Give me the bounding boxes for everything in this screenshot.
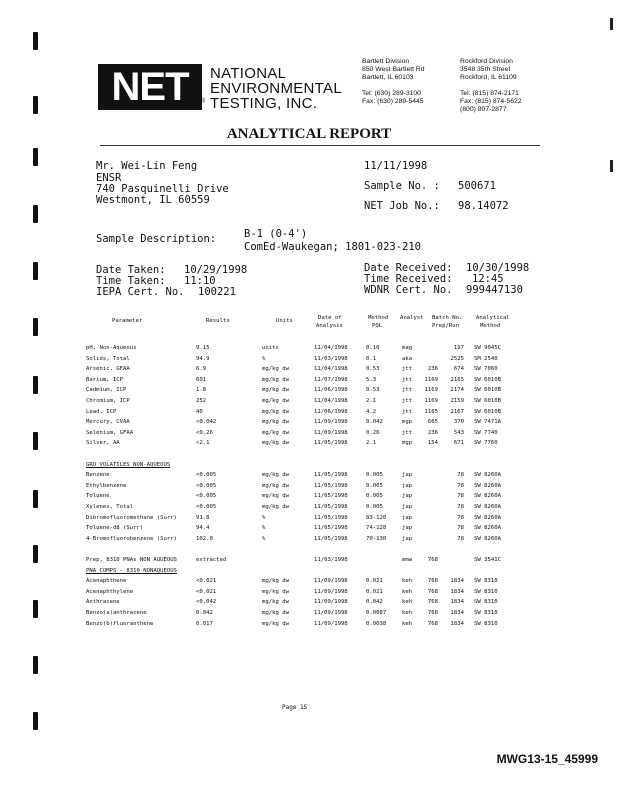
col-method-2: PQL (372, 323, 383, 329)
cell-batch-run: 2165 (450, 376, 464, 383)
cell-parameter: Xylenes, Total (86, 504, 134, 510)
cell-batch-run: 370 (453, 419, 464, 426)
cell-result: 102.0 (196, 535, 213, 542)
cell-parameter: Acenaphthylene (86, 588, 134, 595)
cell-result: extracted (196, 557, 227, 563)
cell-parameter: Mercury, CVAA (86, 419, 130, 426)
iepa-label: IEPA Cert. No. (96, 286, 185, 298)
page-number: Page 15 (282, 704, 308, 711)
cell-batch-run: 197 (453, 345, 464, 351)
cell-analyst: jtt (402, 387, 413, 394)
cell-date: 11/04/1998 (314, 366, 348, 373)
cell-units: % (262, 355, 266, 362)
cell-units: mg/kg dw (262, 366, 289, 373)
cell-analyst: jap (402, 482, 413, 489)
cell-units: mg/kg dw (262, 429, 289, 436)
cell-units: mg/kg dw (262, 408, 289, 415)
cell-analyst: keh (402, 578, 413, 585)
cell-analyst: jap (402, 493, 413, 500)
cell-batch-prep: 768 (427, 620, 438, 627)
cell-analyst: mmw (402, 557, 413, 563)
cell-method: SW 8260A (474, 525, 501, 532)
cell-date: 11/03/1998 (314, 557, 348, 563)
job-no: 98.14072 (458, 200, 509, 212)
cell-result: <0.005 (196, 504, 217, 510)
cell-batch-run: 78 (457, 493, 464, 500)
cell-units: % (262, 525, 266, 532)
cell-pql: 2.1 (366, 398, 377, 404)
cell-method: SW 8260A (474, 493, 501, 500)
cell-date: 11/04/1998 (314, 345, 348, 351)
cell-batch-run: 2525 (450, 355, 464, 362)
cell-batch-run: 78 (457, 472, 464, 479)
cell-batch-prep: 1165 (424, 408, 438, 415)
col-date-1: Date of (318, 315, 342, 321)
iepa-number: 100221 (198, 286, 236, 298)
cell-analyst: jtt (402, 376, 413, 383)
cell-batch-run: 2159 (450, 398, 464, 404)
cell-pql: 0.042 (366, 419, 383, 426)
cell-pql: 0.0038 (366, 620, 387, 627)
cell-batch-run: 78 (457, 504, 464, 510)
cell-batch-run: 1834 (450, 599, 464, 606)
cell-units: mg/kg dw (262, 610, 289, 616)
wdnr-number: 999447130 (466, 284, 523, 296)
time-taken-label: Time Taken: (96, 275, 166, 287)
cell-pql: 0.53 (366, 387, 380, 394)
cell-analyst: jtt (402, 429, 413, 436)
cell-method: SW 8310 (474, 620, 498, 627)
report-date: 11/11/1998 (364, 160, 428, 172)
cell-pql: 2.1 (366, 440, 377, 447)
cell-result: <0.021 (196, 588, 217, 595)
cell-parameter: Toluene-d8 (Surr) (86, 525, 144, 532)
cell-date: 11/09/1998 (314, 429, 348, 436)
client-city: Westmont, IL 60559 (96, 194, 210, 206)
cell-pql: 0.0087 (366, 610, 387, 616)
wdnr-label: WDNR Cert. No. (364, 284, 453, 296)
cell-method: SW 7060 (474, 366, 498, 373)
job-no-label: NET Job No.: (364, 200, 440, 212)
date-taken: 10/29/1998 (184, 264, 248, 276)
cell-batch-prep: 665 (427, 419, 438, 426)
cell-analyst: jtt (402, 398, 413, 404)
cell-analyst: keh (402, 610, 413, 616)
cell-analyst: keh (402, 588, 413, 595)
cell-result: <0.005 (196, 482, 217, 489)
cell-result: <2.1 (196, 440, 210, 447)
cell-units: mg/kg dw (262, 482, 289, 489)
cell-result: <0.021 (196, 578, 217, 585)
cell-batch-run: 2167 (450, 408, 464, 415)
cell-units: mg/kg dw (262, 493, 289, 500)
cell-parameter: Solids, Total (86, 355, 130, 362)
cell-batch-run: 1834 (450, 610, 464, 616)
col-batch-2: Prep/Run (432, 323, 459, 329)
cell-pql: 5.3 (366, 376, 377, 383)
cell-batch-prep: 1169 (424, 387, 438, 394)
cell-result: 40 (196, 408, 203, 415)
sample-desc-2: ComEd-Waukegan; 1801-023-210 (244, 241, 422, 253)
cell-method: SW 8310 (474, 610, 498, 616)
cell-units: mg/kg dw (262, 599, 289, 606)
cell-method: SW 7740 (474, 429, 498, 436)
cell-parameter: Anthracene (86, 599, 120, 606)
cell-pql: 83-120 (366, 514, 387, 521)
cell-date: 11/07/1998 (314, 376, 348, 383)
company-name-line: NATIONAL (210, 65, 287, 82)
cell-parameter: Prep, 8310 PNAs NON AQUEOUS (86, 557, 177, 563)
rockford-address: Rockford Division 3548 35th Street Rockford, IL 61109 Tel: (815) 874-2171 Fax: (815) 874-5622 (800) 807-2877 (460, 58, 522, 113)
sample-no: 500671 (458, 180, 496, 192)
cell-batch-prep: 236 (427, 366, 438, 373)
cell-batch-run: 671 (453, 440, 464, 447)
cell-date: 11/05/1998 (314, 440, 348, 447)
cell-date: 11/05/1998 (314, 504, 348, 510)
cell-result: <0.005 (196, 493, 217, 500)
cell-parameter: 4-Bromofluorobenzene (Surr) (86, 535, 177, 542)
cell-date: 11/06/1998 (314, 387, 348, 394)
cell-parameter: GRO VOLATILES NON-AQUEOUS (86, 461, 171, 468)
date-received: 10/30/1998 (466, 262, 530, 274)
cell-analyst: jap (402, 535, 413, 542)
cell-batch-run: 78 (457, 482, 464, 489)
cell-method: SW 6010B (474, 387, 501, 394)
cell-result: <0.042 (196, 419, 217, 426)
cell-method: SW 8260A (474, 472, 501, 479)
cell-result: 601 (196, 376, 207, 383)
cell-result: 91.8 (196, 514, 210, 521)
col-results: Results (206, 318, 230, 324)
cell-method: SW 8260A (474, 504, 501, 510)
cell-batch-run: 1834 (450, 578, 464, 585)
client-name: Mr. Wei-Lin Feng (96, 160, 198, 172)
cell-result: 94.4 (196, 525, 210, 532)
cell-units: % (262, 514, 266, 521)
cell-units: % (262, 535, 266, 542)
cell-analyst: mgp (402, 440, 413, 447)
bartlett-address: Bartlett Division 850 West Bartlett Rd Bartlett, IL 60103 Tel: (630) 289-3100 Fax: (630) 289-5445 (362, 58, 425, 105)
cell-method: SW 7471A (474, 419, 501, 426)
cell-result: 0.017 (196, 620, 213, 627)
time-received: 12:45 (472, 273, 504, 285)
time-received-label: Time Received: (364, 273, 453, 285)
col-units: Units (276, 318, 293, 324)
cell-batch-run: 543 (453, 429, 464, 436)
cell-units: units (262, 345, 279, 351)
cell-method: SW 8260A (474, 482, 501, 489)
cell-date: 11/05/1998 (314, 514, 348, 521)
cell-pql: 4.2 (366, 408, 377, 415)
cell-batch-run: 78 (457, 525, 464, 532)
cell-method: SW 3541C (474, 557, 501, 563)
cell-method: SW 9045C (474, 345, 501, 351)
cell-units: mg/kg dw (262, 472, 289, 479)
cell-analyst: keh (402, 599, 413, 606)
date-taken-label: Date Taken: (96, 264, 166, 276)
cell-pql: 0.005 (366, 504, 383, 510)
cell-method: SW 8310 (474, 578, 498, 585)
cell-units: mg/kg dw (262, 440, 289, 447)
cell-batch-prep: 768 (427, 578, 438, 585)
cell-pql: 0.021 (366, 588, 383, 595)
cell-parameter: Selenium, GFAA (86, 429, 134, 436)
cell-parameter: Silver, AA (86, 440, 120, 447)
cell-analyst: jtt (402, 366, 413, 373)
cell-batch-prep: 1169 (424, 376, 438, 383)
cell-analyst: jap (402, 504, 413, 510)
cell-batch-prep: 768 (427, 588, 438, 595)
cell-date: 11/09/1998 (314, 620, 348, 627)
cell-pql: 0.005 (366, 482, 383, 489)
cell-pql: 0.10 (366, 345, 380, 351)
cell-result: 94.9 (196, 355, 210, 362)
cell-parameter: Toluene (86, 493, 110, 500)
cell-result: 6.9 (196, 366, 207, 373)
cell-units: mg/kg dw (262, 419, 289, 426)
time-taken: 11:10 (184, 275, 216, 287)
sample-desc-1: B-1 (0-4') (244, 228, 308, 240)
cell-result: <0.26 (196, 429, 213, 436)
cell-method: SW 8310 (474, 588, 498, 595)
cell-date: 11/05/1998 (314, 535, 348, 542)
cell-date: 11/03/1998 (314, 355, 348, 362)
cell-parameter: Barium, ICP (86, 376, 124, 383)
cell-analyst: jap (402, 514, 413, 521)
cell-analyst: keh (402, 620, 413, 627)
cell-pql: 0.26 (366, 429, 380, 436)
cell-analyst: jap (402, 472, 413, 479)
sample-no-label: Sample No. : (364, 180, 440, 192)
cell-method: SW 8310 (474, 599, 498, 606)
cell-date: 11/05/1998 (314, 525, 348, 532)
cell-method: SW 6010B (474, 398, 501, 404)
cell-date: 11/05/1998 (314, 482, 348, 489)
cell-pql: 0.042 (366, 599, 383, 606)
cell-units: mg/kg dw (262, 620, 289, 627)
company-name-line: TESTING, INC. (210, 95, 318, 112)
date-received-label: Date Received: (364, 262, 453, 274)
cell-result: <0.042 (196, 599, 217, 606)
cell-result: 252 (196, 398, 207, 404)
cell-units: mg/kg dw (262, 387, 289, 394)
cell-pql: 0.005 (366, 493, 383, 500)
cell-units: mg/kg dw (262, 588, 289, 595)
cell-date: 11/04/1998 (314, 398, 348, 404)
cell-parameter: Arsenic, GFAA (86, 366, 130, 373)
cell-result: 1.8 (196, 387, 207, 394)
cell-analyst: aka (402, 355, 413, 362)
cell-analyst: mgp (402, 419, 413, 426)
col-analytical-1: Analytical (476, 315, 510, 321)
cell-pql: 0.005 (366, 472, 383, 479)
cell-pql: 0.1 (366, 355, 377, 362)
cell-date: 11/09/1998 (314, 419, 348, 426)
cell-date: 11/09/1998 (314, 599, 348, 606)
cell-method: SM 2540 (474, 355, 498, 362)
cell-units: mg/kg dw (262, 398, 289, 404)
registered-mark: ® (200, 98, 206, 105)
logo-mark: NET (111, 65, 189, 109)
cell-date: 11/09/1998 (314, 610, 348, 616)
client-street: 740 Pasquinelli Drive (96, 183, 229, 195)
cell-pql: 70-130 (366, 535, 387, 542)
cell-method: SW 6010B (474, 408, 501, 415)
company-name-line: ENVIRONMENTAL (210, 80, 342, 97)
report-title: ANALYTICAL REPORT (226, 126, 392, 142)
cell-pql: 0.53 (366, 366, 380, 373)
cell-analyst: jap (402, 525, 413, 532)
cell-result: 0.042 (196, 610, 213, 616)
cell-parameter: Benzene (86, 472, 110, 479)
cell-date: 11/06/1998 (314, 408, 348, 415)
cell-batch-run: 78 (457, 514, 464, 521)
cell-batch-prep: 1169 (424, 398, 438, 404)
client-company: ENSR (96, 172, 122, 184)
col-date-2: Analysis (316, 323, 343, 329)
cell-pql: 0.021 (366, 578, 383, 585)
cell-date: 11/05/1998 (314, 472, 348, 479)
col-analytical-2: Method (480, 323, 501, 329)
cell-parameter: Benzo(b)fluoranthene (86, 620, 154, 627)
col-batch-1: Batch No. (432, 315, 463, 321)
cell-parameter: Cadmium, ICP (86, 387, 127, 394)
cell-parameter: PNA COMPS - 8310 NONAQUEOUS (86, 567, 177, 574)
sample-desc-label: Sample Description: (96, 233, 217, 245)
cell-parameter: Lead, ICP (86, 408, 117, 415)
cell-batch-run: 674 (453, 366, 464, 373)
cell-batch-run: 1834 (450, 620, 464, 627)
cell-method: SW 7760 (474, 440, 498, 447)
document-id: MWG13-15_45999 (496, 752, 598, 766)
cell-batch-prep: 768 (427, 610, 438, 616)
cell-analyst: mag (402, 345, 413, 351)
cell-method: SW 8260A (474, 535, 501, 542)
cell-batch-run: 78 (457, 535, 464, 542)
cell-result: <0.005 (196, 472, 217, 479)
cell-parameter: Dibromofluoromethane (Surr) (86, 514, 177, 521)
cell-parameter: pH, Non-Aqueous (86, 345, 137, 351)
cell-date: 11/05/1998 (314, 493, 348, 500)
cell-method: SW 8260A (474, 514, 501, 521)
cell-result: 9.15 (196, 345, 210, 351)
cell-date: 11/09/1998 (314, 588, 348, 595)
cell-batch-prep: 768 (427, 599, 438, 606)
cell-analyst: jtt (402, 408, 413, 415)
cell-parameter: Ethylbenzene (86, 482, 127, 489)
cell-batch-prep: 236 (427, 429, 438, 436)
col-analyst: Analyst (400, 315, 424, 321)
cell-pql: 74-128 (366, 525, 387, 532)
cell-batch-run: 2174 (450, 387, 464, 394)
cell-method: SW 6010B (474, 376, 501, 383)
cell-date: 11/09/1998 (314, 578, 348, 585)
cell-batch-run: 1834 (450, 588, 464, 595)
cell-batch-prep: 768 (427, 557, 438, 563)
cell-units: mg/kg dw (262, 504, 289, 510)
cell-parameter: Acenaphthene (86, 578, 127, 585)
cell-units: mg/kg dw (262, 376, 289, 383)
cell-parameter: Chromium, ICP (86, 398, 130, 404)
col-parameter: Parameter (112, 318, 143, 324)
cell-batch-prep: 154 (427, 440, 438, 447)
cell-units: mg/kg dw (262, 578, 289, 585)
col-method-1: Method (368, 315, 389, 321)
cell-parameter: Benzo(a)anthracene (86, 610, 147, 616)
